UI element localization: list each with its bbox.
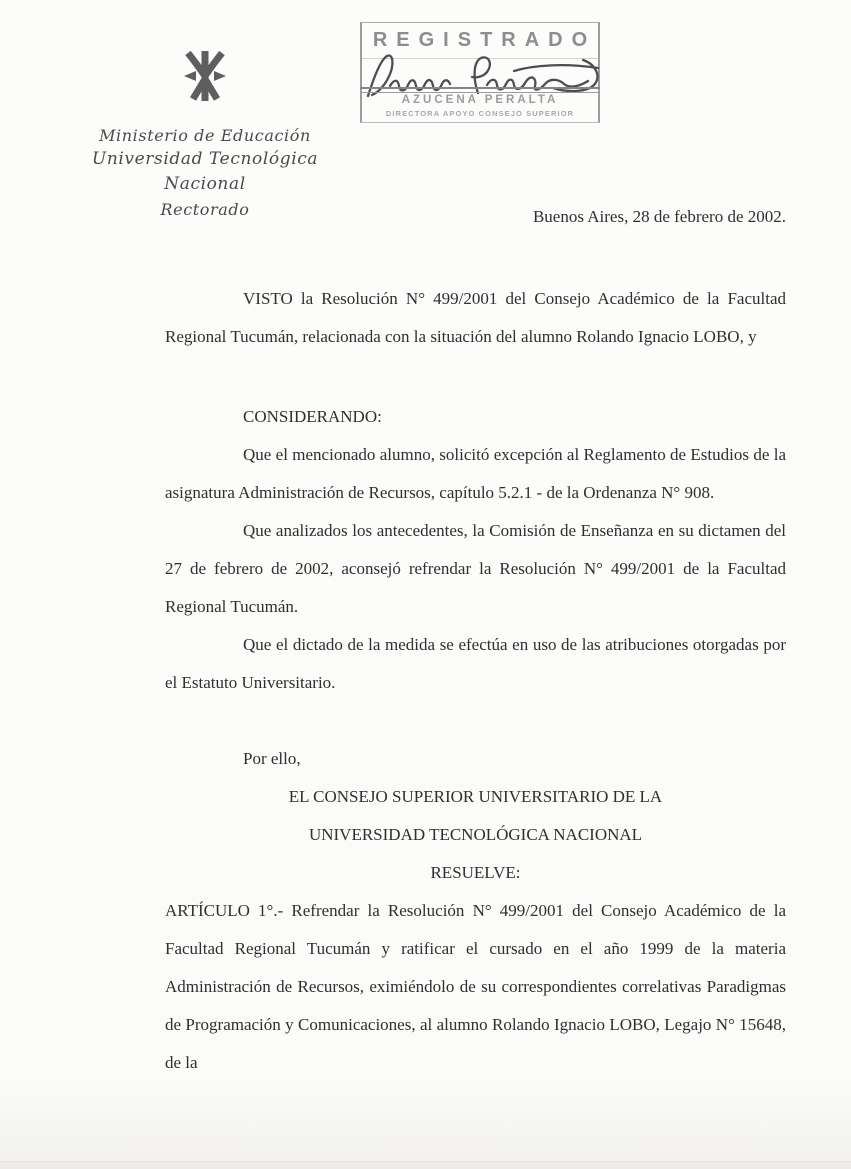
paragraph-articulo-1: ARTÍCULO 1°.- Refrendar la Resolución N° 499/2001 del Consejo Académico de la Facultad Regional Tucumán y ratificar el cursado en el año 1999 de la materia Administración de Recursos, eximiéndolo de su correspondientes correlativas Paradigmas de Programación y Comunicaciones, al alumno Rolando Ignacio LOBO, Legajo N° 15648, de la: [165, 901, 786, 1072]
paragraph-visto: VISTO la Resolución N° 499/2001 del Consejo Académico de la Facultad Regional Tucumán, relacionada con la situación del alumno Rolando Ignacio LOBO, y: [165, 289, 786, 346]
letterhead-ministry: Ministerio de Educación: [99, 126, 311, 145]
resolutive-heading-2: UNIVERSIDAD TECNOLÓGICA NACIONAL: [308, 825, 643, 844]
stamp-signer-role: DIRECTORA APOYO CONSEJO SUPERIOR: [385, 109, 575, 118]
registration-stamp: [360, 22, 600, 123]
document-body: [165, 280, 786, 1082]
letterhead: [72, 50, 338, 223]
resolutive-heading-3: RESUELVE:: [430, 863, 521, 882]
paragraph-por-ello: Por ello,: [243, 749, 301, 768]
considerando-label: CONSIDERANDO:: [243, 407, 382, 426]
date-line: Buenos Aires, 28 de febrero de 2002.: [532, 207, 786, 226]
letterhead-university: Universidad Tecnológica Nacional: [91, 149, 319, 194]
scan-edge: [0, 1161, 851, 1169]
paragraph-considerando-3: Que el dictado de la medida se efectúa en uso de las atribuciones otorgadas por el Estatuto Universitario.: [165, 635, 786, 692]
stamp-divider-double: [360, 87, 600, 93]
paragraph-considerando-1: Que el mencionado alumno, solicitó excepción al Reglamento de Estudios de la asignatura Administración de Recursos, capítulo 5.2.1 - de la Ordenanza N° 908.: [165, 445, 786, 502]
resolutive-heading-1: EL CONSEJO SUPERIOR UNIVERSITARIO DE LA: [288, 787, 663, 806]
letterhead-rectorado: Rectorado: [160, 200, 250, 219]
stamp-signer-name: AZUCENA PERALTA: [401, 94, 559, 106]
stamp-title: REGISTRADO: [372, 29, 597, 51]
utn-logo-icon: [183, 50, 227, 102]
paragraph-considerando-2: Que analizados los antecedentes, la Comisión de Enseñanza en su dictamen del 27 de febrero de 2002, aconsejó refrendar la Resolución N° 499/2001 de la Facultad Regional Tucumán.: [165, 521, 786, 616]
